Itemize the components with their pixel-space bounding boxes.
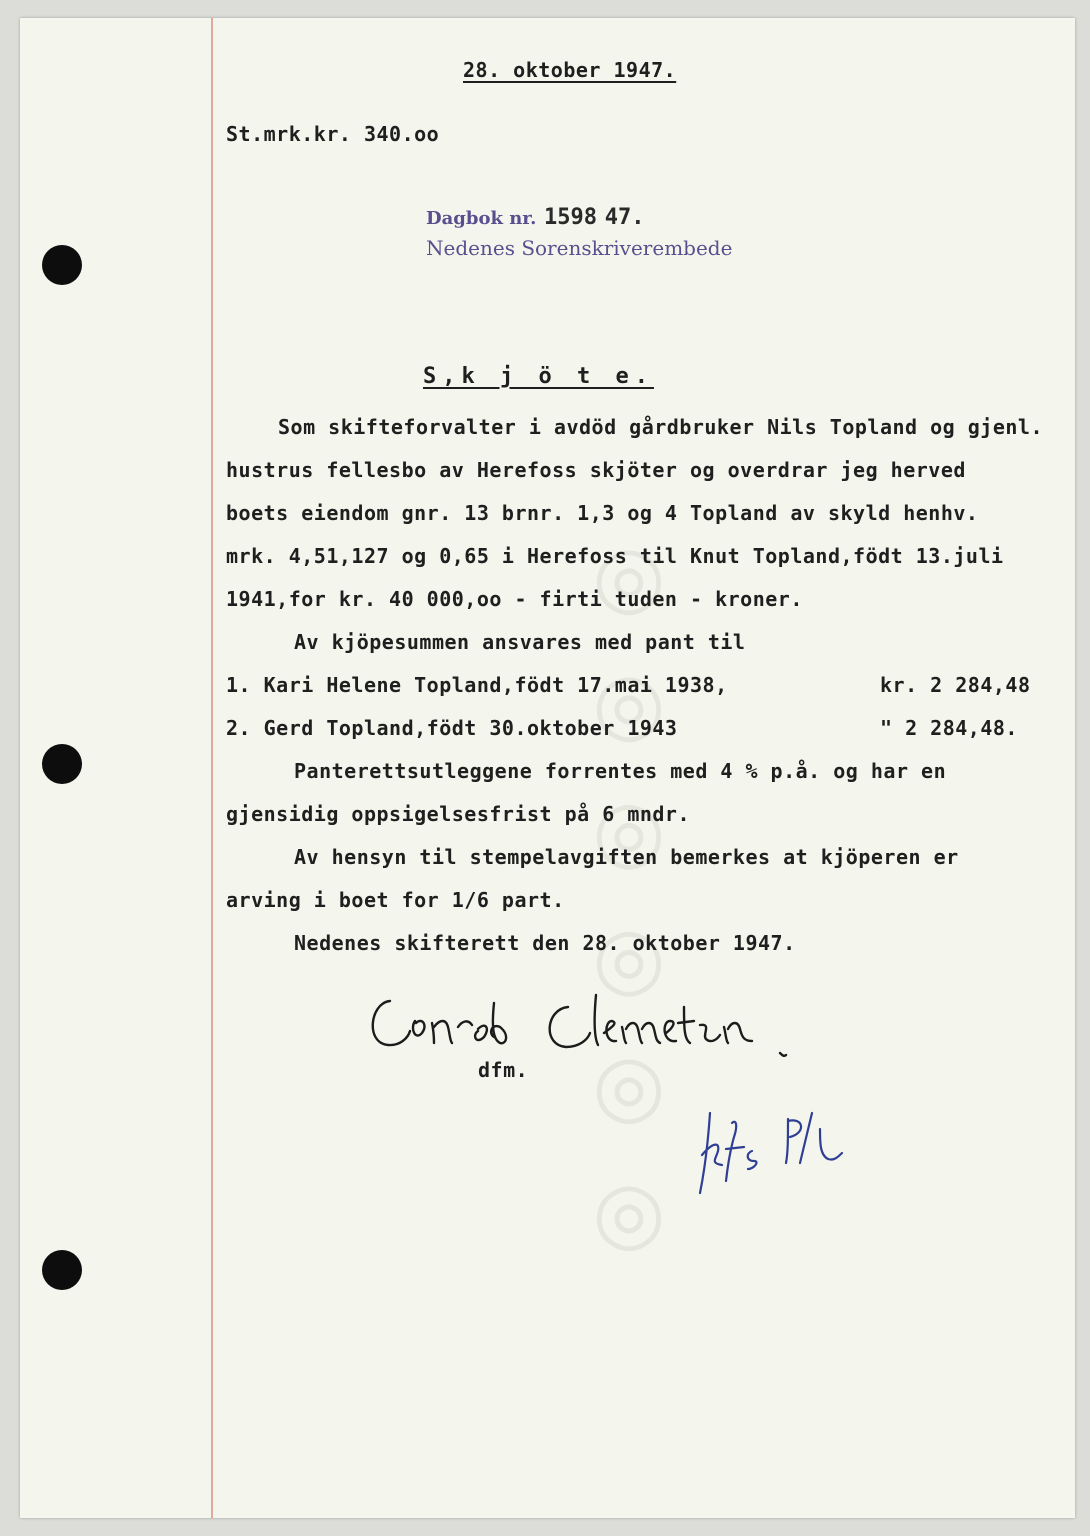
signer-title: dfm. [478, 1058, 529, 1082]
body-line: arving i boet for 1/6 part. [226, 888, 565, 912]
paper-watermark: ◎ ◎ ◎ ◎ ◎ ◎ [580, 540, 678, 1276]
lien-line: 1. Kari Helene Topland,födt 17.mai 1938, [226, 673, 728, 697]
punch-hole [42, 245, 82, 285]
place-date-line: Nedenes skifterett den 28. oktober 1947. [294, 931, 796, 955]
body-line: boets eiendom gnr. 13 brnr. 1,3 og 4 Topland av skyld henhv. [226, 501, 979, 525]
document-title: S,k j ö t e. [423, 364, 654, 389]
body-line: 1941,for kr. 40 000,oo - firti tuden - kroner. [226, 587, 803, 611]
lien-amount: " 2 284,48. [880, 716, 1018, 740]
lien-line: 2. Gerd Topland,födt 30.oktober 1943 [226, 716, 678, 740]
body-line: gjensidig oppsigelsesfrist på 6 mndr. [226, 802, 691, 826]
stamp-duty-line: St.mrk.kr. 340.oo [226, 122, 440, 146]
punch-hole [42, 1250, 82, 1290]
registration-stamp [426, 204, 644, 230]
dagbok-number: 1598 [544, 205, 598, 230]
body-line: Panterettsutleggene forrentes med 4 % p.å. og har en [294, 759, 947, 783]
body-line: Av kjöpesummen ansvares med pant til [294, 630, 746, 654]
signature [360, 983, 800, 1063]
handwritten-initials [692, 1103, 862, 1203]
body-line: hustrus fellesbo av Herefoss skjöter og overdrar jeg herved [226, 458, 966, 482]
body-line: Av hensyn til stempelavgiften bemerkes at kjöperen er [294, 845, 959, 869]
dagbok-year: 47. [604, 205, 645, 230]
document-page [20, 18, 1075, 1518]
dagbok-label: Dagbok nr. [426, 208, 537, 229]
office-stamp: Nedenes Sorenskriverembede [426, 236, 733, 260]
body-line: mrk. 4,51,127 og 0,65 i Herefoss til Knut Topland,födt 13.juli [226, 544, 1004, 568]
body-line: Som skifteforvalter i avdöd gårdbruker Nils Topland og gjenl. [278, 415, 1044, 439]
document-date: 28. oktober 1947. [463, 58, 677, 82]
lien-amount: kr. 2 284,48 [880, 673, 1031, 697]
margin-line [211, 18, 213, 1518]
punch-hole [42, 744, 82, 784]
